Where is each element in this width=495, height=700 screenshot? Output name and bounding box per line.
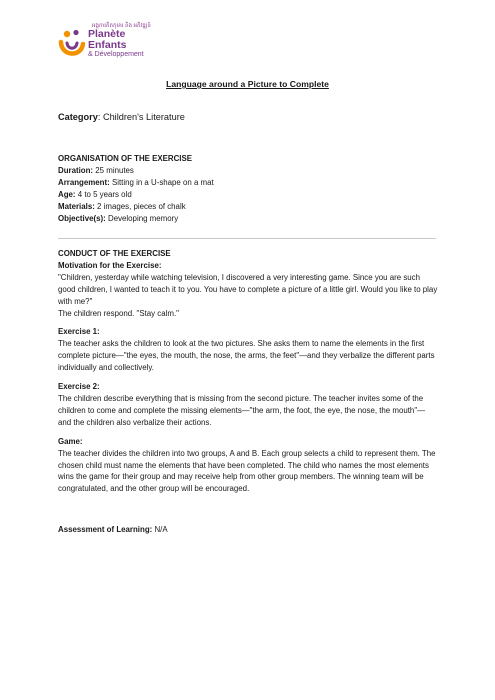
section-divider [58, 238, 436, 239]
logo-name-line3: & Développement [88, 51, 144, 58]
logo-emblem-icon [58, 28, 88, 62]
logo-khmer-tagline: អង្គការភិតកុមារ និង អភិវឌ្ឍន៍ [92, 23, 151, 29]
org-row-materials [58, 201, 438, 213]
category-value: Children's Literature [102, 112, 185, 122]
org-row-value: Sitting in a U-shape on a mat [111, 177, 214, 187]
org-row-value: 25 minutes [95, 165, 134, 175]
motivation-text: "Children, yesterday while watching television, I discovered a very interesting game. Since you are such good children, I wanted to teach it to you. You have to complete a picture of a little girl. Would you like to play with me?" [58, 272, 438, 306]
game-heading: Game: [58, 436, 83, 446]
conduct-section [58, 248, 438, 495]
category-line: Category: Children's Literature [58, 112, 185, 122]
game-text: The teacher divides the children into two groups, A and B. Each group selects a child to represent them. The chosen child must name the elements that have been completed. The child who names the most elements wins the game for their group and may receive help from other group members. The winning team will be congratulated, and the other group will be encouraged. [58, 448, 436, 494]
assessment-label: Assessment of Learning: [58, 525, 153, 534]
exercise2-heading: Exercise 2: [58, 382, 100, 392]
org-row-label: Arrangement: [58, 177, 110, 187]
org-row-age [58, 189, 438, 201]
assessment-value: N/A [154, 525, 168, 534]
organization-logo [58, 22, 188, 68]
org-row-objectives [58, 213, 438, 225]
org-row-label: Duration: [58, 165, 94, 175]
logo-name-line2: Enfants [88, 39, 127, 51]
org-row-arrangement [58, 177, 438, 189]
exercise2-text: The children describe everything that is missing from the second picture. The teacher invites some of the children to come and complete the missing elements—"the arm, the foot, the eye, the nose, the mouth"—and the children also verbalize their actions. [58, 393, 426, 427]
exercise1-text: The teacher asks the children to look at the two pictures. She asks them to name the elements in the first complete picture—"the eyes, the mouth, the nose, the arms, the feet"—and they verbalize the different parts individually and collectively. [58, 339, 435, 373]
org-row-label: Objective(s): [58, 213, 106, 223]
assessment-line [58, 525, 168, 534]
motivation-heading: Motivation for the Exercise: [58, 260, 162, 270]
motivation-response: The children respond. "Stay calm." [58, 308, 179, 318]
org-row-duration [58, 165, 438, 177]
conduct-heading: CONDUCT OF THE EXERCISE [58, 249, 171, 258]
category-label: Category [58, 112, 98, 122]
exercise1-heading: Exercise 1: [58, 327, 100, 337]
organisation-heading: ORGANISATION OF THE EXERCISE [58, 154, 193, 163]
organisation-section [58, 153, 438, 224]
org-row-label: Materials: [58, 201, 95, 211]
org-row-label: Age: [58, 189, 76, 199]
org-row-value: 2 images, pieces of chalk [97, 201, 186, 211]
org-row-value: 4 to 5 years old [77, 189, 132, 199]
page-title: Language around a Picture to Complete [166, 79, 329, 89]
org-row-value: Developing memory [108, 213, 179, 223]
logo-name-line1: Planète [88, 28, 126, 40]
